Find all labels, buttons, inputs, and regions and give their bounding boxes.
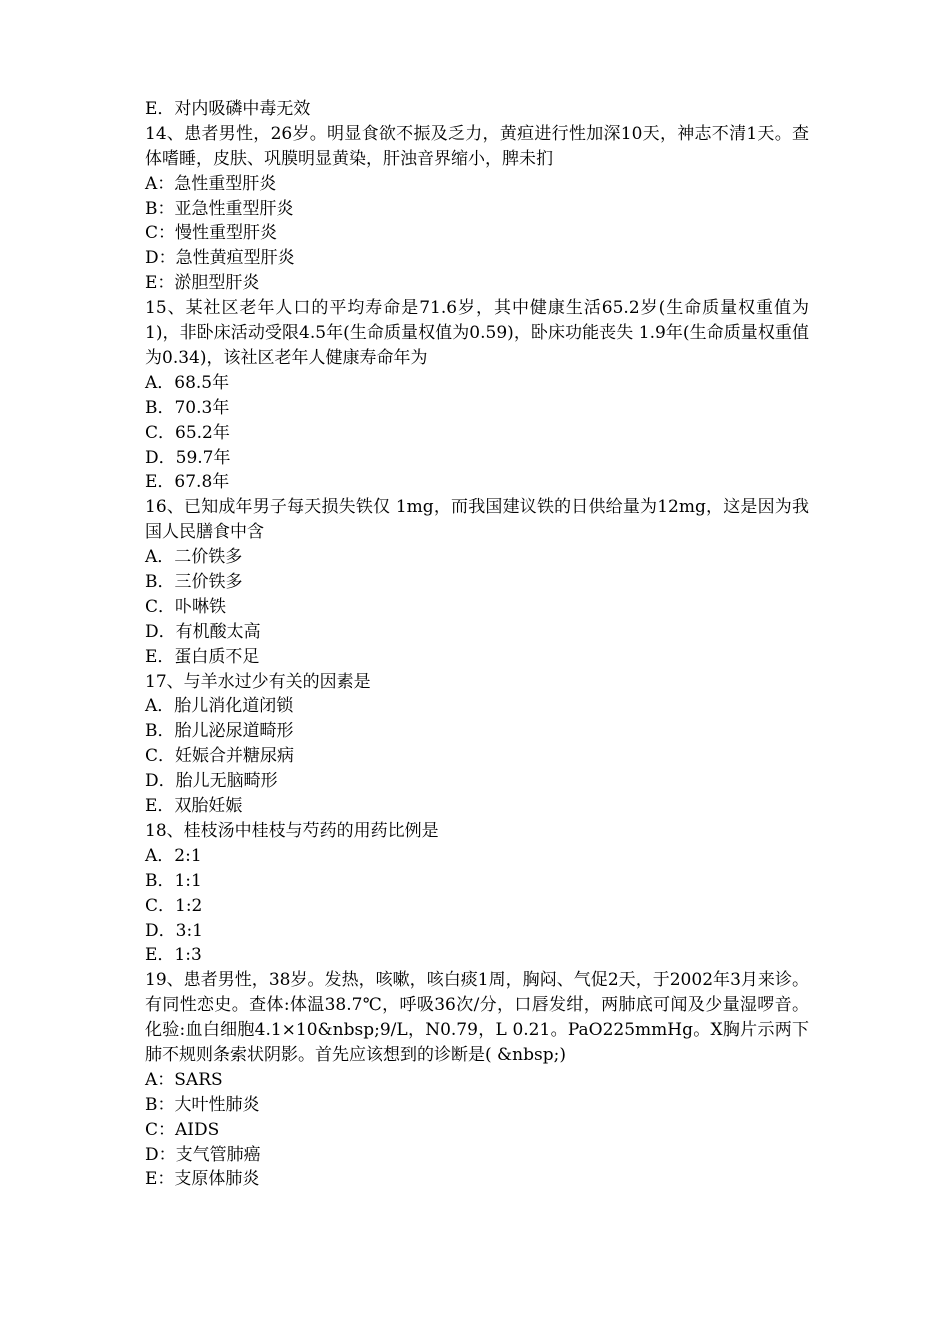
answer-option: E．67.8年	[145, 472, 230, 493]
answer-option: D．59.7年	[145, 447, 231, 468]
answer-option: E：支原体肺炎	[145, 1169, 260, 1190]
answer-option: B．1:1	[145, 870, 202, 891]
question-stem: 14、患者男性，26岁。明显食欲不振及乏力，黄疸进行性加深10天，神志不清1天。查体嗜睡，皮肤、巩膜明显黄染，肝浊音界缩小，脾未扪	[145, 123, 809, 169]
answer-option: D．胎儿无脑畸形	[145, 771, 278, 792]
question-stem: 17、与羊水过少有关的因素是	[145, 671, 371, 692]
answer-option: C．妊娠合并糖尿病	[145, 746, 295, 767]
question-stem: 18、桂枝汤中桂枝与芍药的用药比例是	[145, 820, 439, 841]
answer-option: B．70.3年	[145, 397, 230, 418]
answer-option: D．3:1	[145, 920, 203, 941]
answer-option: A．胎儿消化道闭锁	[145, 696, 294, 717]
answer-option: C：慢性重型肝炎	[145, 223, 278, 244]
question-stem: 19、患者男性，38岁。发热，咳嗽，咳白痰1周，胸闷、气促2天，于2002年3月来诊。有同性恋史。查体:体温38.7℃，呼吸36次/分，口唇发绀，两肺底可闻及少量湿啰音。化验:血白细胞4.1×10&nbsp;9/L，N0.79，L 0.21。PaO225mmHg。X胸片示两下肺不规则条索状阴影。首先应该想到的诊断是( &nbsp;)	[145, 970, 809, 1065]
answer-option: A．68.5年	[145, 372, 230, 393]
answer-option: E．双胎妊娠	[145, 796, 243, 817]
answer-option: C：AIDS	[145, 1119, 220, 1140]
answer-option: B：大叶性肺炎	[145, 1094, 260, 1115]
answer-option: B．胎儿泌尿道畸形	[145, 721, 294, 742]
answer-option: A．二价铁多	[145, 547, 243, 568]
answer-option: C．65.2年	[145, 422, 230, 443]
answer-option: D：支气管肺癌	[145, 1144, 261, 1165]
answer-option: B：亚急性重型肝炎	[145, 198, 294, 219]
answer-option: A：SARS	[145, 1069, 223, 1090]
exam-text	[145, 97, 809, 1192]
answer-option: E．1:3	[145, 945, 202, 966]
answer-option: E．蛋白质不足	[145, 646, 260, 667]
answer-option: C．1:2	[145, 895, 203, 916]
answer-option: B．三价铁多	[145, 572, 243, 593]
answer-option: D．有机酸太高	[145, 621, 261, 642]
answer-option: D：急性黄疸型肝炎	[145, 248, 295, 269]
question-stem: 15、某社区老年人口的平均寿命是71.6岁，其中健康生活65.2岁(生命质量权重值为1)，非卧床活动受限4.5年(生命质量权值为0.59)，卧床功能丧失 1.9年(生命质量权重值为0.34)，该社区老年人健康寿命年为	[145, 298, 809, 368]
question-stem: 16、已知成年男子每天损失铁仅 1mg，而我国建议铁的日供给量为12mg，这是因为我国人民膳食中含	[145, 497, 809, 543]
answer-option: C．卟啉铁	[145, 596, 227, 617]
answer-option: A：急性重型肝炎	[145, 173, 277, 194]
answer-option: E．对内吸磷中毒无效	[145, 99, 311, 119]
answer-option: A．2:1	[145, 845, 202, 866]
answer-option: E：淤胆型肝炎	[145, 273, 260, 294]
